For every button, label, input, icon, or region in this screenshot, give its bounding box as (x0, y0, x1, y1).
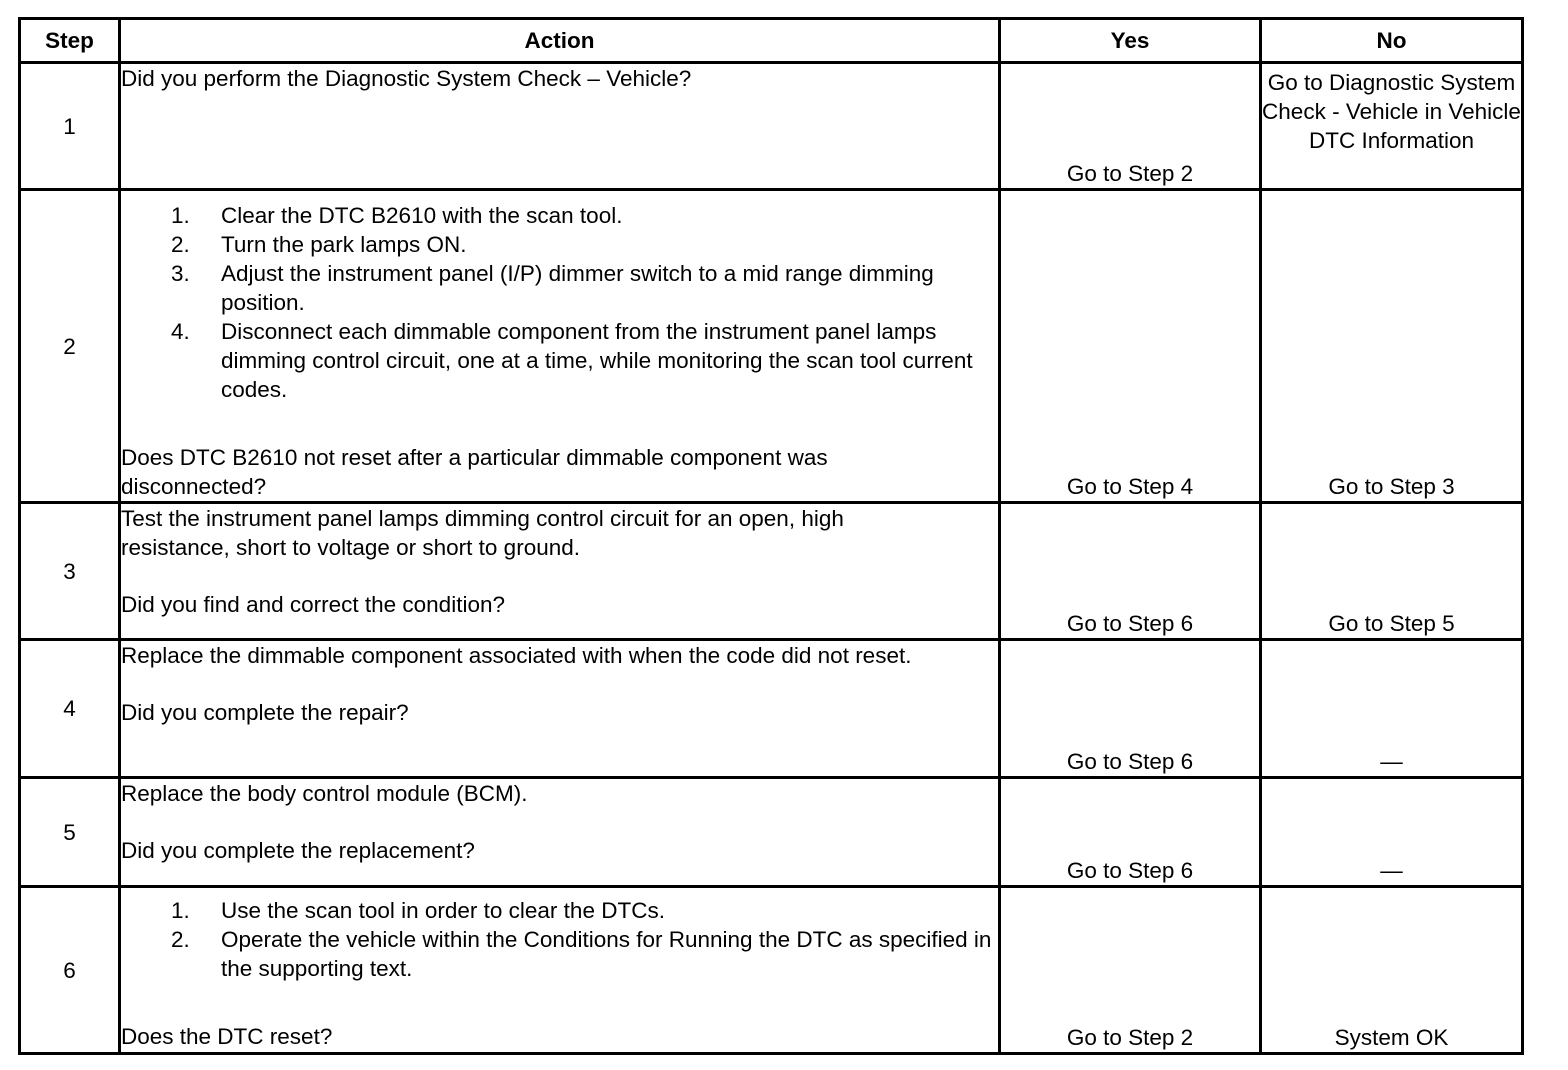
action-instruction: Replace the body control module (BCM). (121, 781, 528, 806)
action-steps-list (121, 896, 998, 983)
action-question: Did you complete the repair? (121, 700, 409, 725)
yes-cell: Go to Step 2 (1000, 887, 1261, 1054)
action-question: Did you perform the Diagnostic System Check – Vehicle? (121, 66, 692, 91)
no-cell: — (1261, 778, 1523, 887)
yes-cell: Go to Step 6 (1000, 503, 1261, 640)
action-cell (120, 887, 1000, 1054)
header-action: Action (120, 19, 1000, 63)
table-row (20, 190, 1523, 503)
table-row (20, 640, 1523, 778)
step-number: 1 (20, 63, 120, 190)
no-cell: — (1261, 640, 1523, 778)
yes-cell: Go to Step 2 (1000, 63, 1261, 190)
step-number: 3 (20, 503, 120, 640)
list-item: 1. Use the scan tool in order to clear the DTCs. (171, 898, 665, 923)
header-yes: Yes (1000, 19, 1261, 63)
yes-cell: Go to Step 6 (1000, 778, 1261, 887)
yes-cell: Go to Step 6 (1000, 640, 1261, 778)
action-cell (120, 640, 1000, 778)
table-row (20, 887, 1523, 1054)
step-number: 5 (20, 778, 120, 887)
step-number: 2 (20, 190, 120, 503)
list-item: 2. Turn the park lamps ON. (171, 232, 467, 257)
header-row (20, 19, 1523, 63)
action-instruction: Replace the dimmable component associated with when the code did not reset. (121, 643, 912, 668)
action-question: Does the DTC reset? (121, 1024, 333, 1049)
action-cell (120, 190, 1000, 503)
header-step: Step (20, 19, 120, 63)
action-question: Did you find and correct the condition? (121, 592, 505, 617)
list-item: 1. Clear the DTC B2610 with the scan tool. (171, 203, 623, 228)
diagnostic-table (18, 17, 1524, 1055)
list-item: 3. Adjust the instrument panel (I/P) dimmer switch to a mid range dimming position. (171, 261, 934, 315)
action-cell (120, 778, 1000, 887)
step-number: 4 (20, 640, 120, 778)
table-row (20, 503, 1523, 640)
action-cell (120, 503, 1000, 640)
table-row (20, 778, 1523, 887)
no-cell: Go to Step 5 (1261, 503, 1523, 640)
action-cell (120, 63, 1000, 190)
no-cell: Go to Diagnostic System Check - Vehicle in Vehicle DTC Information (1261, 63, 1523, 190)
no-cell: System OK (1261, 887, 1523, 1054)
yes-cell: Go to Step 4 (1000, 190, 1261, 503)
action-question: Did you complete the replacement? (121, 838, 475, 863)
table-row (20, 63, 1523, 190)
action-question: Does DTC B2610 not reset after a particular dimmable component was disconnected? (121, 445, 828, 499)
header-no: No (1261, 19, 1523, 63)
step-number: 6 (20, 887, 120, 1054)
list-item: 4. Disconnect each dimmable component from the instrument panel lamps dimming control circuit, one at a time, while monitoring the scan tool current codes. (171, 319, 973, 402)
list-item: 2. Operate the vehicle within the Conditions for Running the DTC as specified in the supporting text. (171, 927, 992, 981)
action-instruction: Test the instrument panel lamps dimming control circuit for an open, high resistance, short to voltage or short to ground. (121, 506, 844, 560)
action-steps-list (121, 201, 998, 404)
no-cell: Go to Step 3 (1261, 190, 1523, 503)
